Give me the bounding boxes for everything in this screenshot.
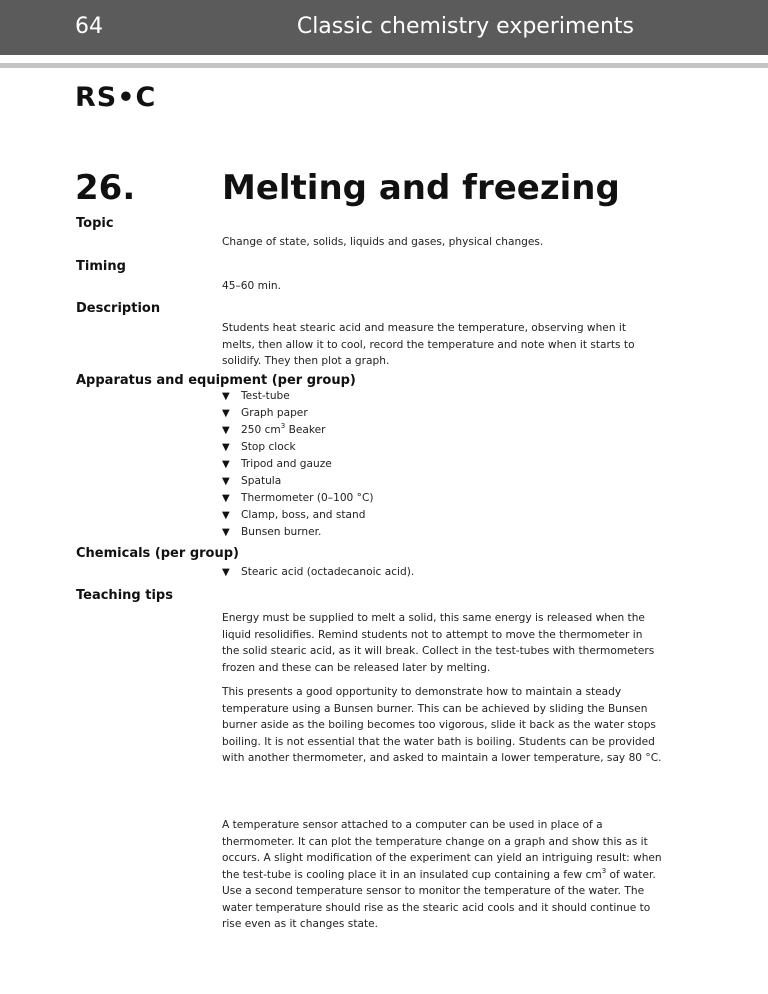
- topic-text: Change of state, solids, liquids and gases, physical changes.: [222, 236, 544, 248]
- list-item: ▼ 250 $cm^3$ Beaker: [222, 422, 374, 439]
- list-item: ▼ Tripod and gauze: [222, 456, 374, 473]
- triangle-bullet-icon: ▼: [222, 459, 230, 470]
- triangle-bullet-icon: ▼: [222, 510, 230, 521]
- triangle-bullet-icon: ▼: [222, 408, 230, 419]
- page-header: [0, 0, 768, 55]
- triangle-bullet-icon: ▼: [222, 425, 230, 436]
- triangle-bullet-icon: ▼: [222, 527, 230, 538]
- page-number: 64: [75, 14, 103, 39]
- apparatus-heading: Apparatus and equipment (per group): [76, 373, 356, 388]
- experiment-number: 26.: [75, 168, 136, 208]
- teaching-tips-para-2: This presents a good opportunity to demonstrate how to maintain a steady temperature using a Bunsen burner. This can be achieved by sliding the Bunsen burner aside as the boiling becomes too vigorous, slide it back as the water stops boiling. It is not essential that the water bath is boiling. Students can be provided with another thermometer, and asked to maintain a lower temperature, say 80 °C.: [222, 686, 662, 764]
- list-item: ▼ Test-tube: [222, 388, 374, 405]
- triangle-bullet-icon: ▼: [222, 476, 230, 487]
- list-item: ▼ Stop clock: [222, 439, 374, 456]
- book-title: Classic chemistry experiments: [296, 14, 634, 39]
- description-text: Students heat stearic acid and measure the temperature, observing when it melts, then allow it to cool, record the temperature and note when it starts to solidify. They then plot a graph.: [222, 322, 635, 367]
- list-item: ▼ Bunsen burner.: [222, 524, 374, 541]
- topic-heading: Topic: [76, 216, 114, 231]
- list-item: ▼ Clamp, boss, and stand: [222, 507, 374, 524]
- list-item: ▼ Thermometer (0–100 °C): [222, 490, 374, 507]
- apparatus-list: [222, 388, 374, 541]
- triangle-bullet-icon: ▼: [222, 567, 230, 578]
- triangle-bullet-icon: ▼: [222, 442, 230, 453]
- list-item: ▼ Spatula: [222, 473, 374, 490]
- rsc-logo: RS•C: [75, 82, 157, 113]
- chemicals-heading: Chemicals (per group): [76, 546, 239, 561]
- list-item: ▼ Graph paper: [222, 405, 374, 422]
- teaching-tips-para-3: A temperature sensor attached to a computer can be used in place of a thermometer. It can plot the temperature change on a graph and show this as it occurs. A slight modification of the experiment can yield an intriguing result: when the test-tube is cooling place it in an insulated cup containing a few $cm^3$ of water. Use a second temperature sensor to monitor the temperature of the water. The water temperature should rise as the stearic acid cools and it should continue to rise even as it changes state.: [222, 819, 662, 930]
- description-heading: Description: [76, 301, 161, 316]
- triangle-bullet-icon: ▼: [222, 493, 230, 504]
- teaching-tips-para-1: Energy must be supplied to melt a solid, this same energy is released when the liquid resolidifies. Remind students not to attempt to move the thermometer in the solid stearic acid, as it will break. Collect in the test-tubes with thermometers frozen and these can be released later by melting.: [222, 612, 655, 674]
- teaching-tips-heading: Teaching tips: [76, 588, 173, 603]
- triangle-bullet-icon: ▼: [222, 391, 230, 402]
- list-item: ▼ Stearic acid (octadecanoic acid).: [222, 564, 414, 581]
- header-rule: [0, 63, 768, 68]
- experiment-title: Melting and freezing: [222, 168, 620, 208]
- timing-text: 45–60 min.: [222, 280, 281, 292]
- chemicals-list: [222, 564, 414, 581]
- timing-heading: Timing: [76, 259, 126, 274]
